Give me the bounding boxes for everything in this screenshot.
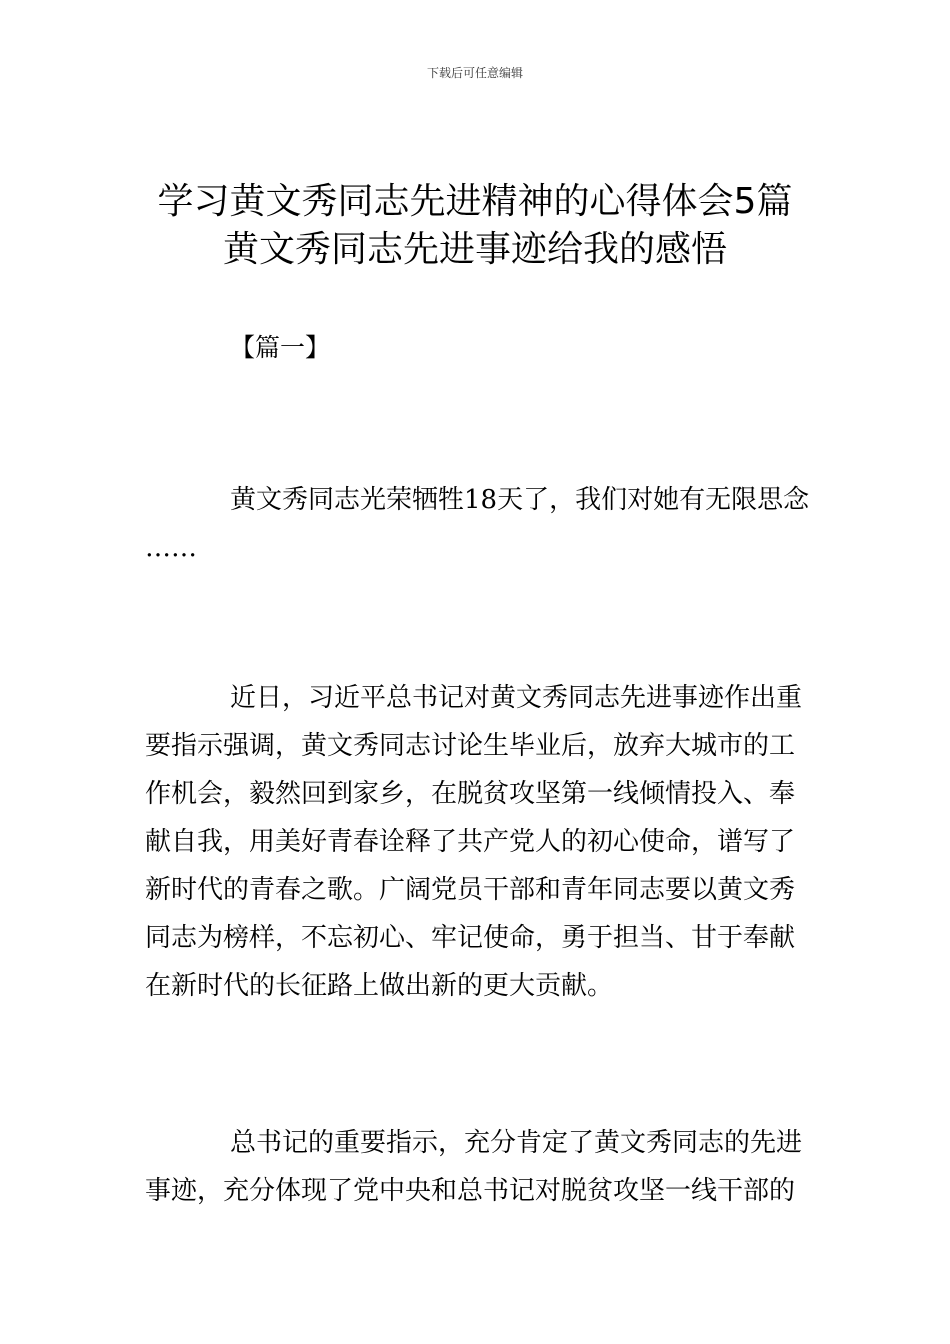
document-title-line-2: 黄文秀同志先进事迹给我的感悟 xyxy=(222,229,727,270)
paragraph-3 xyxy=(145,1119,807,1215)
paragraph-line: 同志为榜样，不忘初心、牢记使命，勇于担当、甘于奉献 xyxy=(145,923,796,953)
paragraph-line: 作机会，毅然回到家乡，在脱贫攻坚第一线倾情投入、奉 xyxy=(145,779,796,809)
paragraph-line: …… xyxy=(145,533,197,563)
paragraph-2 xyxy=(145,674,807,1010)
paragraph-line: 事迹，充分体现了党中央和总书记对脱贫攻坚一线干部的 xyxy=(145,1176,796,1206)
paragraph-line: 新时代的青春之歌。广阔党员干部和青年同志要以黄文秀 xyxy=(145,875,796,905)
paragraph-line: 总书记的重要指示，充分肯定了黄文秀同志的先进 xyxy=(230,1128,803,1158)
paragraph-1 xyxy=(145,476,810,572)
paragraph-line: 黄文秀同志光荣牺牲18天了，我们对她有无限思念 xyxy=(230,485,810,515)
page-header-note: 下载后可任意编辑 xyxy=(426,66,523,80)
document-title-line-1: 学习黄文秀同志先进精神的心得体会5篇 xyxy=(157,181,793,222)
paragraph-line: 在新时代的长征路上做出新的更大贡献。 xyxy=(145,971,614,1001)
paragraph-line: 近日，习近平总书记对黄文秀同志先进事迹作出重 xyxy=(230,683,803,713)
paragraph-line: 要指示强调，黄文秀同志讨论生毕业后，放弃大城市的工 xyxy=(145,731,796,761)
paragraph-line: 献自我，用美好青春诠释了共产党人的初心使命，谱写了 xyxy=(145,827,796,857)
section-label: 【篇一】 xyxy=(230,333,331,362)
